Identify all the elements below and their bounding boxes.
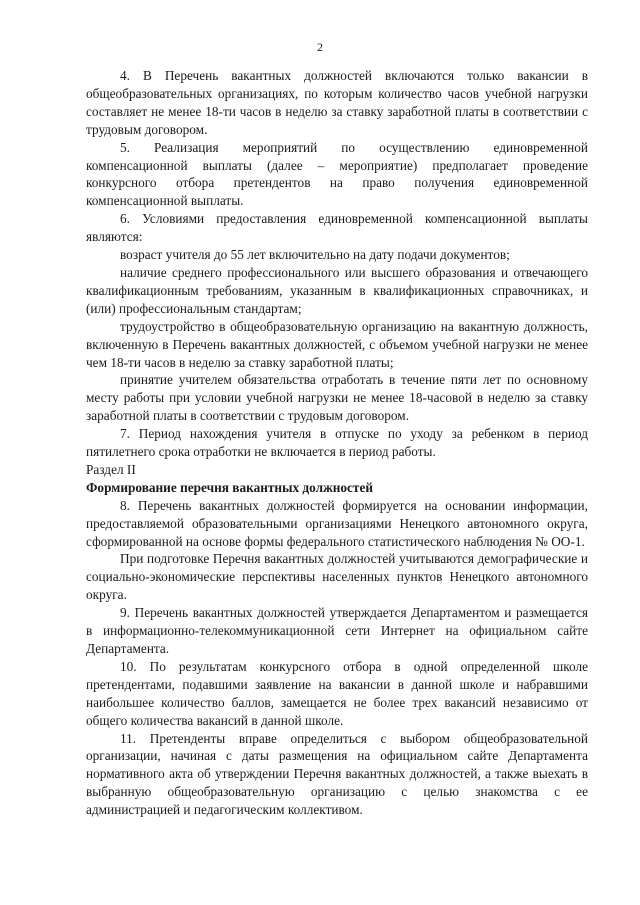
condition-age: возраст учителя до 55 лет включительно на дату подачи документов; bbox=[120, 247, 510, 263]
paragraph-4: 4. В Перечень вакантных должностей включаются только вакансии в общеобразовательных организациях, по которым количество часов учебной нагрузки составляет не менее 18-ти часов в неделю за ставку заработной платы в соответствии с трудовым договором. bbox=[86, 68, 588, 137]
page-number: 2 bbox=[317, 40, 323, 54]
section-number: Раздел II bbox=[86, 461, 136, 477]
paragraph-10: 10. По результатам конкурсного отбора в одной определенной школе претендентами, подавшими заявление на вакансии в данной школе и набравшими наибольшее количество баллов, замещается не более трех вакансий независимо от общего количества вакансий в данной школе. bbox=[86, 658, 588, 728]
document-body bbox=[86, 67, 588, 819]
paragraph-9: 9. Перечень вакантных должностей утверждается Департаментом и размещается в информационно-телекоммуникационной сети Интернет на официальном сайте Департамента. bbox=[86, 605, 588, 656]
paragraph-11: 11. Претенденты вправе определиться с выбором общеобразовательной организации, начиная с даты размещения на официальном сайте Департамента нормативного акта об утверждении Перечня вакантных должностей, а также выехать в выбранную общеобразовательную организацию с целью знакомства с ее администрацией и педагогическим коллективом. bbox=[86, 730, 588, 818]
condition-employment: трудоустройство в общеобразовательную организацию на вакантную должность, включенную в Перечень вакантных должностей, с объемом учебной нагрузки не менее чем 18-ти часов в неделю за ставку заработной платы; bbox=[86, 318, 588, 370]
paragraph-5: 5. Реализация мероприятий по осуществлению единовременной компенсационной выплаты (далее – мероприятие) предполагает проведение конкурсного отбора претендентов на право получения единовременной компенсационной выплаты. bbox=[86, 139, 588, 209]
condition-obligation: принятие учителем обязательства отработать в течение пяти лет по основному месту работы при условии учебной нагрузки не менее 18-часовой в неделю за ставку заработной платы в соответствии с трудовым договором. bbox=[86, 372, 588, 424]
paragraph-8-continued: При подготовке Перечня вакантных должностей учитываются демографические и социально-экономические перспективы населенных пунктов Ненецкого автономного округа. bbox=[86, 551, 588, 603]
paragraph-7: 7. Период нахождения учителя в отпуске по уходу за ребенком в период пятилетнего срока отработки не включается в период работы. bbox=[86, 426, 588, 460]
paragraph-8: 8. Перечень вакантных должностей формируется на основании информации, предоставляемой образовательными организациями Ненецкого автономного округа, сформированной на основе формы федерального статистического наблюдения № ОО-1. bbox=[86, 497, 588, 549]
condition-education: наличие среднего профессионального или высшего образования и отвечающего квалификационным требованиям, указанным в квалификационных справочниках, и (или) профессиональным стандартам; bbox=[86, 264, 588, 316]
paragraph-6: 6. Условиями предоставления единовременной компенсационной выплаты являются: bbox=[86, 211, 588, 245]
section-heading: Формирование перечня вакантных должностей bbox=[86, 479, 374, 495]
